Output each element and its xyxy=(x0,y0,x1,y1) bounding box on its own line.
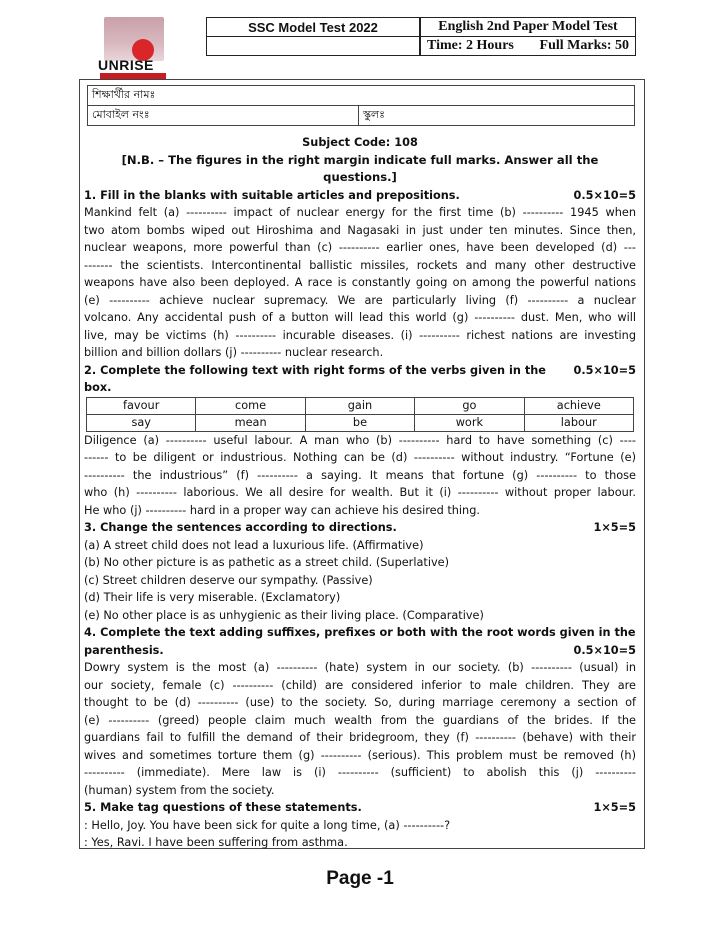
student-name-field[interactable]: শিক্ষার্থীর নামঃ xyxy=(88,86,635,106)
verb-cell: favour xyxy=(87,397,196,414)
q3-item: (b) No other picture is as pathetic as a street child. (Superlative) xyxy=(84,556,450,569)
q3-heading xyxy=(84,519,636,537)
text-line: Mankind felt (a) ---------- impact of nuclear energy for the first time (b) ---------- 1945 when xyxy=(84,206,636,219)
q5-title: 5. Make tag questions of these statements. xyxy=(84,801,362,814)
q1-title: 1. Fill in the blanks with suitable articles and prepositions. xyxy=(84,188,460,202)
text-line: live, may be victims (h) ---------- incurable diseases. (i) ---------- richest nations are investing xyxy=(84,328,636,342)
text-line: ---------- the industrious” (f) ---------- a saying. It means that fortune (g) ---------- to those xyxy=(84,468,636,482)
text-line: (e) ---------- achieve nuclear supremacy. We are particularly living (f) ---------- a nuclear xyxy=(84,293,636,307)
verb-box-row xyxy=(87,414,634,431)
time-marks-row xyxy=(421,37,636,56)
verb-cell: labour xyxy=(524,414,633,431)
full-marks: Full Marks: 50 xyxy=(539,38,629,53)
text-line: ------ to be diligent or industrious. Nothing can be (d) ---------- without industry. “Fortune (e) xyxy=(84,451,636,464)
header-left xyxy=(206,17,420,56)
school-field[interactable]: স্কুলঃ xyxy=(359,106,635,126)
text-line: Diligence (a) ---------- useful labour. A man who (b) ---------- hard to have something (c) ---- xyxy=(84,433,636,447)
q2-heading xyxy=(84,362,636,397)
text-line: Dowry system is the most (a) ---------- (hate) system in our society. (b) ---------- (usual) in xyxy=(84,661,636,674)
text-line: two atom bombs wiped out Hiroshima and Nagasaki in just under ten minutes. Since then, xyxy=(84,223,636,237)
text-line: He who (j) ---------- hard in a proper way can achieve his desired thing. xyxy=(84,503,480,517)
q4-title-line1: 4. Complete the text adding suffixes, prefixes or both with the root words given in the xyxy=(84,626,636,639)
q4-marks: 0.5×10=5 xyxy=(573,643,636,657)
q1-heading xyxy=(84,187,636,205)
header-empty-cell xyxy=(207,37,420,56)
q3-item: (e) No other place is as unhygienic as their living place. (Comparative) xyxy=(84,608,484,622)
text-line: wives and sometimes torture them (g) ---------- (serious). This problem must be removed (h) xyxy=(84,748,636,762)
time-limit: Time: 2 Hours xyxy=(427,38,514,53)
q4-title-line2: parenthesis. xyxy=(84,643,164,657)
q2-text xyxy=(84,432,636,520)
text-line: weapons have also been deployed. A race is constantly going on among the powerful nations xyxy=(84,276,636,289)
verb-cell: be xyxy=(305,414,414,431)
q2-marks: 0.5×10=5 xyxy=(573,363,636,377)
verb-cell: mean xyxy=(196,414,305,431)
paper-title-text: English 2nd Paper Model Test xyxy=(438,19,618,34)
header-right xyxy=(420,17,636,56)
verb-cell: work xyxy=(415,414,524,431)
q4-text xyxy=(84,659,636,799)
text-line: who (h) ---------- laborious. We all desire for wealth. But it (i) ---------- without proper labour. xyxy=(84,486,636,499)
text-line: (human) system from the society. xyxy=(84,783,275,797)
text-line: ---------- (immediate). Mere law is (i) ---------- (sufficient) to abolish this (j) ---------- xyxy=(84,766,636,779)
q1-text xyxy=(84,204,636,362)
verb-cell: say xyxy=(87,414,196,431)
mobile-field[interactable]: মোবাইল নংঃ xyxy=(88,106,359,126)
nb-note: [N.B. – The figures in the right margin indicate full marks. Answer all the questions.] xyxy=(121,152,599,184)
verb-cell: achieve xyxy=(524,397,633,414)
text-line: nuclear weapons, more powerful than (c) ---------- earlier ones, have been developed (d) --- xyxy=(84,241,636,254)
subject-code: Subject Code: 108 xyxy=(302,136,418,149)
text-line: volcano. Any accidental push of a button will lead this world (g) ---------- dust. Men, who will xyxy=(84,311,636,324)
q1-marks: 0.5×10=5 xyxy=(573,188,636,202)
q4-heading xyxy=(84,642,636,660)
verb-box-row xyxy=(87,397,634,414)
text-line: (e) ---------- (greed) people claim much wealth from the guardians of the brides. If the xyxy=(84,713,636,727)
q3-title: 3. Change the sentences according to directions. xyxy=(84,521,397,534)
verb-cell: go xyxy=(415,397,524,414)
q3-item: (a) A street child does not lead a luxurious life. (Affirmative) xyxy=(84,538,424,552)
text-line: our society, female (c) ---------- (child) are considered inferior to male children. They are xyxy=(84,678,636,692)
q5-item: : Hello, Joy. You have been sick for quite a long time, (a) ----------? xyxy=(84,818,451,832)
q3-item: (d) Their life is very miserable. (Exclamatory) xyxy=(84,591,341,604)
question-content xyxy=(84,134,636,852)
verb-cell: gain xyxy=(305,397,414,414)
verb-cell: come xyxy=(196,397,305,414)
paper-title xyxy=(421,18,636,37)
text-line: ------- the scientists. Intercontinental ballistic missiles, rockets and many other destructive xyxy=(84,258,636,272)
q5-item: : Yes, Ravi. I have been suffering from asthma. xyxy=(84,836,348,849)
logo-text: UNRISE xyxy=(98,57,154,73)
page-number: Page -1 xyxy=(326,868,394,889)
verb-box xyxy=(86,397,634,432)
q5-marks: 1×5=5 xyxy=(593,801,636,814)
text-line: billion and billion dollars (j) ---------- nuclear research. xyxy=(84,346,384,359)
exam-name: SSC Model Test 2022 xyxy=(207,18,420,37)
sunrise-logo xyxy=(98,17,184,77)
text-line: guardians fail to fulfill the demand of their bridegroom, they (f) ---------- (behave) with their xyxy=(84,731,636,744)
student-info-table xyxy=(87,85,635,126)
q5-heading xyxy=(84,799,636,817)
q3-item: (c) Street children deserve our sympathy. (Passive) xyxy=(84,573,373,587)
q2-title: 2. Complete the following text with right forms of the verbs given in the box. xyxy=(84,363,546,394)
q3-marks: 1×5=5 xyxy=(593,521,636,534)
text-line: thought to be (d) ---------- (use) to the society. So, during marriage ceremony a section of xyxy=(84,696,636,709)
